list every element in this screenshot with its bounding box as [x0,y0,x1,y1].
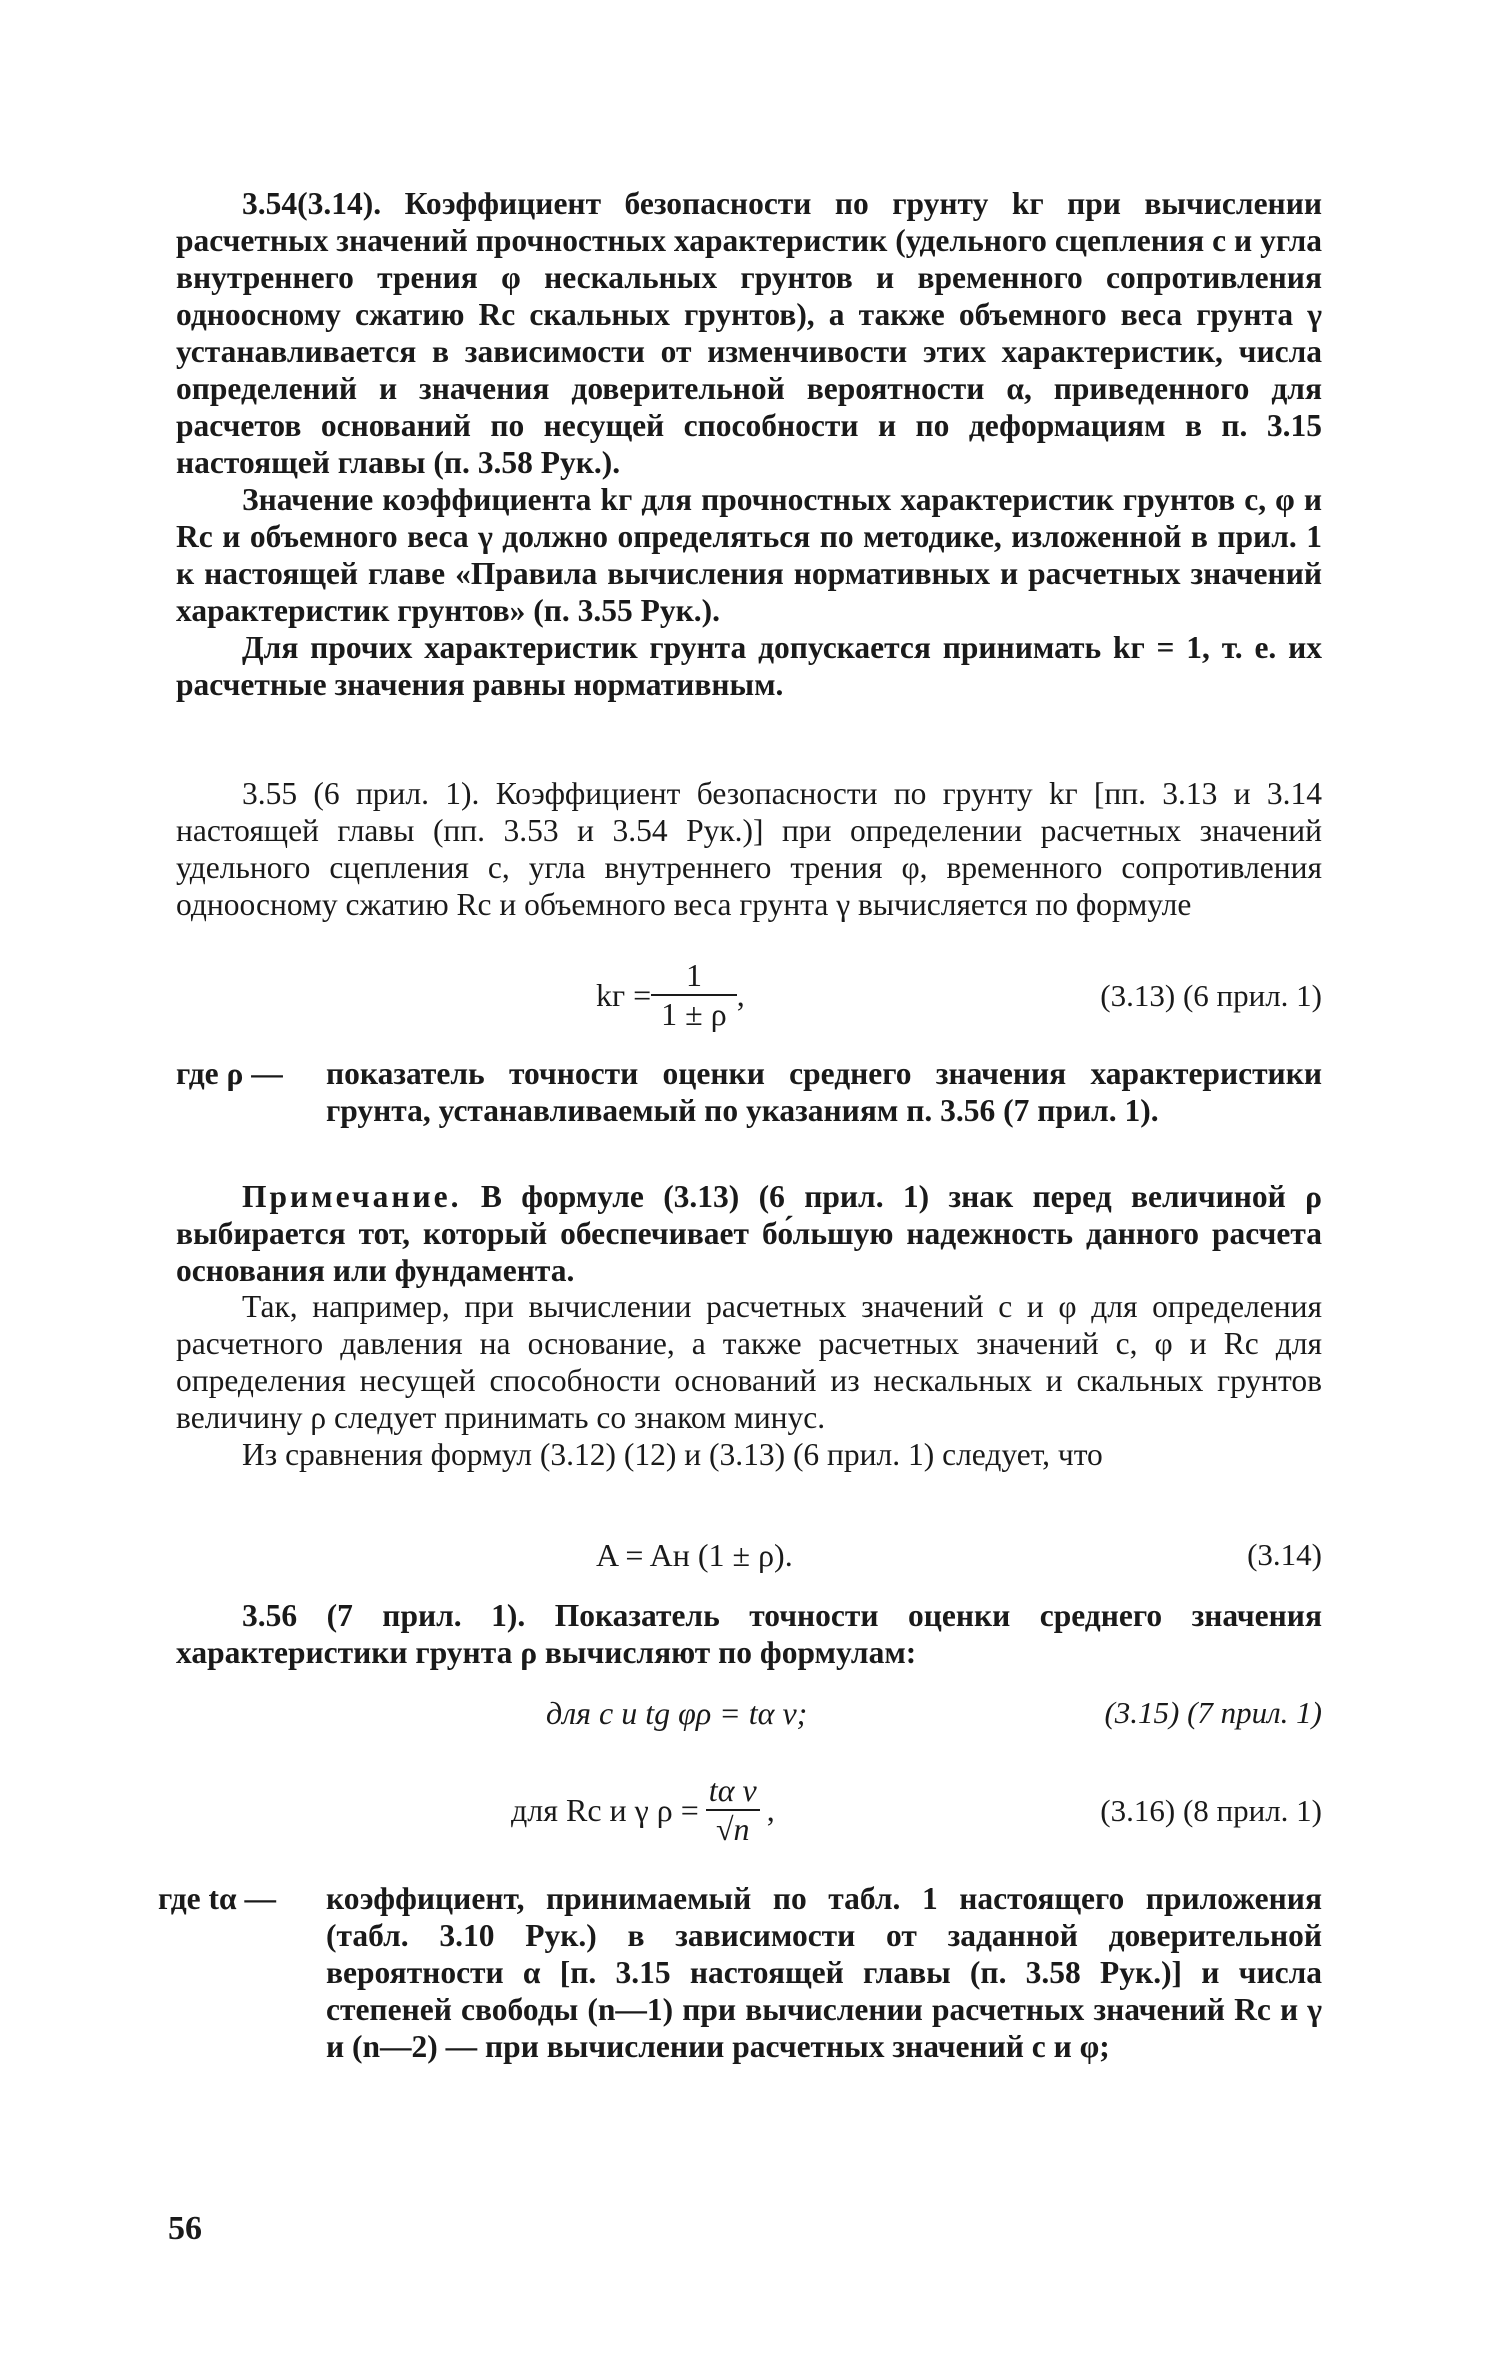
formula-3-16-numerator: tα v [708,1772,757,1808]
formula-3-16-tail: , [766,1791,775,1828]
where-rho-label: где ρ — [176,1056,283,1091]
section-3-55 [176,775,1322,923]
section-3-54 [176,185,1322,703]
where-rho [176,1055,1322,1129]
formula-3-16-fraction [699,1772,767,1848]
paragraph-example: Так, например, при вычислении расчетных значений c и φ для определения расчетного давления на основание, а также расчетных значений c, φ и Rc для определения несущей способности оснований из нескальных и скальных грунтов величину ρ следует принимать со знаком минус. [176,1289,1322,1435]
formula-3-13-fraction [651,957,737,1033]
formula-3-13 [176,950,1322,1040]
where-t-alpha [158,1880,1322,2065]
formula-3-15 [176,1695,1322,1735]
note-block [176,1178,1322,1289]
where-rho-text: показатель точности оценки среднего значения характеристики грунта, устанавливаемый по указаниям п. 3.56 (7 прил. 1). [326,1056,1322,1128]
formula-3-14-expr: A = Aн (1 ± ρ). [596,1537,793,1573]
formula-3-14 [176,1537,1322,1577]
example-block [176,1288,1322,1473]
formula-3-16-denominator: √n [706,1809,760,1848]
note-text: В формуле (3.13) (6 прил. 1) знак перед величиной ρ выбирается тот, который обеспечивает бо́льшую надежность данного расчета основания или фундамента. [176,1179,1322,1288]
section-3-56 [176,1597,1322,1671]
formula-3-13-label: (3.13) (6 прил. 1) [1100,978,1322,1013]
formula-3-16-lhs: для Rc и γ ρ = [511,1791,699,1828]
note-label: Примечание. [242,1179,462,1214]
formula-3-14-label: (3.14) [1247,1537,1322,1572]
formula-3-13-denominator: 1 ± ρ [651,994,737,1033]
paragraph-3-54-other: Для прочих характеристик грунта допускается принимать kг = 1, т. е. их расчетные значения равны нормативным. [176,630,1322,702]
formula-3-16-label: (3.16) (8 прил. 1) [1100,1793,1322,1828]
paragraph-3-55: 3.55 (6 прил. 1). Коэффициент безопасности по грунту kг [пп. 3.13 и 3.14 настоящей главы (пп. 3.53 и 3.54 Рук.)] при определении расчетных значений удельного сцепления c, угла внутреннего трения φ, временного сопротивления одноосному сжатию Rc и объемного веса грунта γ вычисляется по формуле [176,776,1322,922]
formula-3-15-expr: для c и tg φρ = tα v; [546,1695,808,1731]
formula-3-16 [176,1765,1322,1855]
paragraph-3-54: 3.54(3.14). Коэффициент безопасности по грунту kг при вычислении расчетных значений прочностных характеристик (удельного сцепления c и угла внутреннего трения φ нескальных грунтов и временного сопротивления одноосному сжатию Rc скальных грунтов), а также объемного веса грунта γ устанавливается в зависимости от изменчивости этих характеристик, числа определений и значения доверительной вероятности α, приведенного для расчетов оснований по несущей способности и по деформациям в п. 3.15 настоящей главы (п. 3.58 Рук.). [176,186,1322,480]
formula-3-13-lhs: kг = [596,976,652,1013]
formula-3-13-tail: , [736,976,745,1013]
page-number: 56 [168,2210,202,2247]
formula-3-13-numerator: 1 [685,957,702,993]
formula-3-15-label: (3.15) (7 прил. 1) [1104,1695,1322,1730]
paragraph-compare: Из сравнения формул (3.12) (12) и (3.13) (6 прил. 1) следует, что [242,1437,1103,1472]
where-t-alpha-label: где tα — [158,1881,276,1916]
paragraph-3-54-coefficient: Значение коэффициента kг для прочностных характеристик грунтов c, φ и Rc и объемного веса γ должно определяться по методике, изложенной в прил. 1 к настоящей главе «Правила вычисления нормативных и расчетных значений характеристик грунтов» (п. 3.55 Рук.). [176,482,1322,628]
where-t-alpha-text: коэффициент, принимаемый по табл. 1 настоящего приложения (табл. 3.10 Рук.) в зависимости от заданной доверительной вероятности α [п. 3.15 настоящей главы (п. 3.58 Рук.)] и числа степеней свободы (n—1) при вычислении расчетных значений Rc и γ и (n—2) — при вычислении расчетных значений c и φ; [326,1881,1322,2064]
paragraph-3-56: 3.56 (7 прил. 1). Показатель точности оценки среднего значения характеристики грунта ρ вычисляют по формулам: [176,1598,1322,1670]
